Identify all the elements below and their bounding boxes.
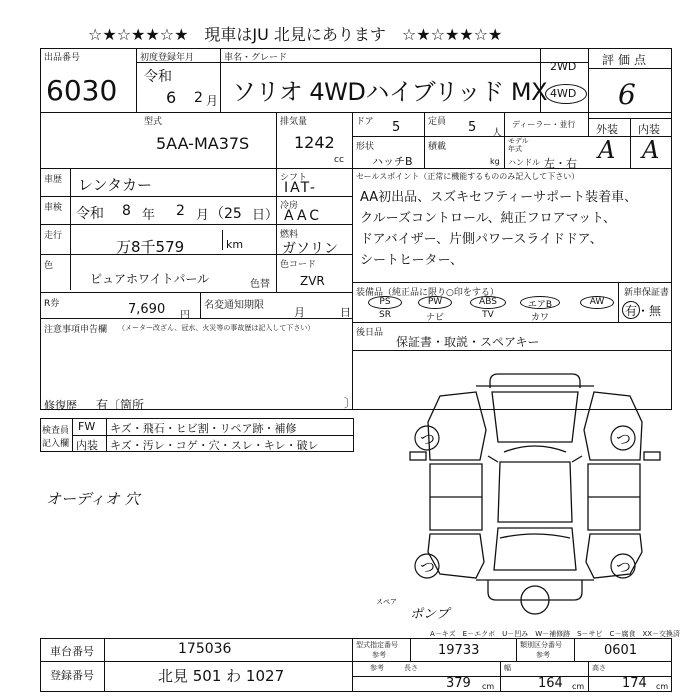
sales-point-line-1: AA初出品、スズキセフティーサポート装着車、 [360,190,638,205]
equipment-item: ABS [479,297,497,307]
damage-mark-right-front: つ [616,430,632,448]
first-reg-label: 初度登録年月 [140,53,195,63]
handle-value: 左・右 [544,157,577,170]
model-value: 5AA-MA37S [156,134,250,153]
score-value: 6 [618,78,636,111]
name-change-label: 名変通知期限 [204,300,264,311]
car-name-label: 車名・グレード [224,53,288,63]
color-label: 色 [44,261,54,271]
car-name: ソリオ 4WDハイブリッド MX [232,78,548,106]
name-change-day: 日 [340,306,351,319]
handwritten-note: オーディオ 穴 [46,490,140,508]
equipment-item-sub: SR [379,310,391,320]
inspection-day-unit: 日） [252,208,279,223]
inspector-label-1: 検査員 [42,426,70,436]
model-year-label: モデル 年式 [508,137,529,153]
sales-point-line-4: シートヒーター、 [360,253,463,268]
inspection-month: 2 [176,203,185,219]
sales-points-label: セールスポイント（正常に機能するもののみ記入して下さい） [356,172,580,181]
banner-text: ☆★☆★★☆★ 現車はJU 北見にあります ☆★☆★★☆★ [88,25,503,44]
capacity-unit: 人 [492,128,502,139]
damage-mark-left-front: つ [420,430,436,448]
dealer-label: ディーラー・並行 [512,120,576,129]
damage-mark-right-rear: つ [616,558,632,576]
inspection-era: 令和 [76,206,104,222]
warranty-value: 有・無 [625,304,662,318]
drive-2wd: 2WD [550,60,577,73]
dims-sub: 参考 [370,664,384,672]
inspection-year-unit: 年 [142,208,156,223]
color-change-label: 色替 [250,279,270,290]
color-value: ピュアホワイトパール [90,272,210,286]
load-unit: kg [490,157,500,166]
lot-number: 6030 [46,74,118,107]
color-code-label: 色コード [280,260,317,270]
interior-check-text: キズ・汚レ・コゲ・穴・スレ・キレ・破レ [110,439,319,452]
interior-label: 内装 [638,123,660,136]
length-label: 長さ [404,664,418,672]
equipment-item: AW [589,297,605,307]
lot-label: 出品番号 [44,53,81,63]
right-front-fender [584,392,642,460]
equipment-item-sub: TV [482,310,494,320]
interior-check-label: 内装 [76,439,98,452]
inspection-label: 車検 [44,203,63,213]
doors-value: 5 [392,120,401,135]
chassis-label: 車台番号 [50,645,94,658]
height-value: 174 [622,676,647,691]
right-mirror [644,452,660,460]
width-unit: cm [572,682,585,691]
car-damage-diagram [376,352,670,622]
equipment-item-sub: カワ [530,313,549,323]
history-value: レンタカー [78,176,153,194]
rear-items-label: 後日品 [356,328,384,338]
shape-label: 形状 [356,142,375,152]
ac-value: AAC [284,208,323,224]
damage-mark-left-rear: つ [420,558,436,576]
left-rear-fender [428,534,484,578]
displacement-value: 1242 [294,133,335,152]
fuel-label: 燃料 [280,230,299,240]
width-value: 164 [538,676,563,691]
equipment-item-sub: ナビ [425,313,444,323]
category-label: 類別区分番号 [520,641,562,649]
drive-4wd: 4WD [550,87,577,100]
inspection-month-unit: 月 [196,208,210,223]
exterior-score: A [598,136,616,164]
type-designation-value: 19733 [438,643,480,658]
type-designation-label: 型式指定番号 [356,641,398,649]
name-change-month: 月 [294,306,305,319]
repair-bracket-end: 〕 [344,396,357,410]
repair-label: 修復歴 [44,399,77,412]
mileage-label: 走行 [44,231,63,241]
shape-value: ハッチB [372,155,413,168]
sales-point-line-3: ドアバイザー、片側パワースライドドア、 [360,232,603,247]
capacity-label: 定員 [428,117,447,127]
notes-sub: （メーター改ざん、冠水、火災等の事故歴は記入して下さい） [118,324,315,332]
fuel-value: ガソリン [282,241,338,257]
mileage-unit: km [226,238,244,251]
recycle-unit: 円 [180,310,190,321]
exterior-label: 外装 [596,123,618,136]
color-code: ZVR [300,274,325,288]
equipment-label: 装備品（純正品に限り○印をする） [356,288,499,298]
ac-label: 冷房 [280,201,299,211]
height-unit: cm [656,682,669,691]
hood [492,392,578,442]
sales-point-line-2: クルーズコントロール、純正フロアマット、 [360,211,616,226]
inspection-year: 8 [122,203,131,219]
notes-label: 注意事項申告欄 [44,325,108,335]
model-label: 型式 [144,117,163,127]
fw-label: FW [78,420,96,433]
recycle-label: R券 [44,299,60,309]
rear-items-value: 保証書・取説・スペアキー [396,335,540,349]
interior-score: A [642,136,660,164]
inspector-label-2: 記入欄 [42,439,70,449]
doors-label: ドア [356,117,374,127]
first-reg-month-unit: 月 [206,94,219,108]
shift-label: シフト [280,173,308,183]
first-reg-year: 6 [166,88,177,107]
displacement-label: 排気量 [280,117,308,127]
category-value: 0601 [604,643,638,658]
mileage-value: 万8千579 [116,238,185,256]
spare-label: スペア [376,598,397,606]
chassis-value: 175036 [178,641,232,657]
plate-value: 北見 501 わ 1027 [158,667,285,685]
displacement-unit: cc [334,155,344,165]
score-label: 評価点 [602,53,651,67]
recycle-value: 7,690 [128,302,166,317]
fw-text: キズ・飛石・ヒビ割・リペア跡・補修 [110,422,297,435]
first-reg-month: 2 [194,90,203,106]
length-unit: cm [482,682,495,691]
history-label: 車歴 [44,175,63,185]
warranty-label: 新車保証書 [624,288,670,298]
repair-value: 有〔箇所 [96,398,145,412]
plate-label: 登録番号 [50,669,94,682]
shift-value: IAT- [284,180,317,196]
category-sub: 参考 [536,651,550,659]
inspection-day: （25 [210,206,242,222]
equipment-item: PW [427,297,443,307]
type-designation-sub: 参考 [372,651,386,659]
roof [498,462,572,522]
equipment-item: PS [379,297,391,307]
height-label: 高さ [592,664,606,672]
handle-label: ハンドル [508,158,540,167]
left-mirror [410,452,426,460]
load-label: 積載 [428,142,447,152]
capacity-value: 5 [468,120,477,135]
length-value: 379 [446,676,471,691]
pump-label: ポンプ [410,607,450,622]
damage-legend: A－キズ E－エクボ U－凹み W－補修跡 S－サビ C－腐食 XX－交換済 [430,630,681,638]
first-reg-era: 令和 [144,69,172,85]
equipment-item: エアB [527,300,553,310]
width-label: 幅 [504,664,511,672]
left-front-fender [428,392,486,460]
